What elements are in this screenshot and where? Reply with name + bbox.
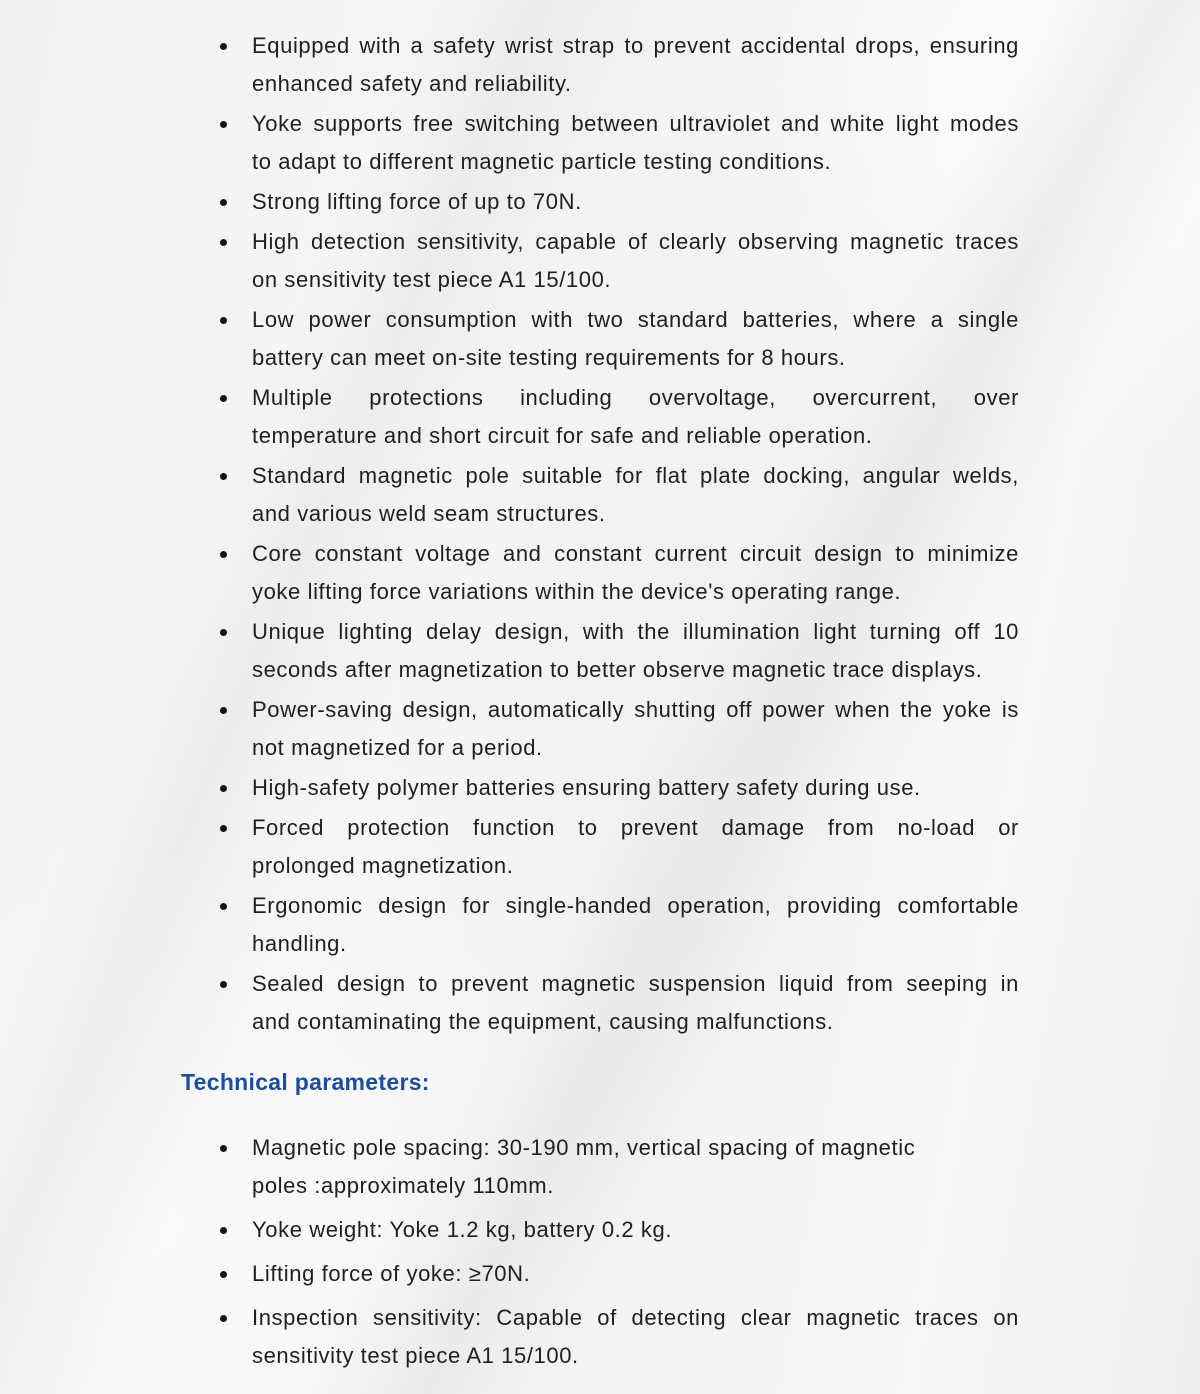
- bullet-icon: [220, 121, 227, 128]
- feature-line: yoke lifting force variations within the device's operating range.: [252, 579, 902, 604]
- bullet-icon: [220, 473, 227, 480]
- feature-line: Strong lifting force of up to 70N.: [252, 189, 582, 214]
- bullet-icon: [220, 785, 227, 792]
- bullet-icon: [220, 1227, 227, 1234]
- feature-line: Forced protection function to prevent damage from no-load or: [252, 815, 1019, 840]
- technical-parameter-item: [252, 1299, 1019, 1375]
- bullet-icon: [220, 43, 227, 50]
- feature-line: prolonged magnetization.: [252, 853, 514, 878]
- feature-line: and contaminating the equipment, causing malfunctions.: [252, 1009, 834, 1034]
- bullet-icon: [220, 1271, 227, 1278]
- feature-line: and various weld seam structures.: [252, 501, 606, 526]
- feature-item: [252, 223, 1019, 299]
- bullet-icon: [220, 981, 227, 988]
- technical-parameter-item: [252, 1211, 1019, 1249]
- feature-item: [252, 535, 1019, 611]
- technical-parameters-heading: Technical parameters:: [181, 1069, 430, 1095]
- feature-list: [181, 27, 1019, 1041]
- feature-line: seconds after magnetization to better observe magnetic trace displays.: [252, 657, 983, 682]
- feature-item: [252, 27, 1019, 103]
- bullet-icon: [220, 551, 227, 558]
- feature-line: handling.: [252, 931, 347, 956]
- technical-parameter-line: Inspection sensitivity: Capable of detecting clear magnetic traces on: [252, 1305, 1019, 1330]
- bullet-icon: [220, 707, 227, 714]
- feature-item: [252, 965, 1019, 1041]
- bullet-icon: [220, 1315, 227, 1322]
- feature-line: Ergonomic design for single-handed operation, providing comfortable: [252, 893, 1019, 918]
- bullet-icon: [220, 239, 227, 246]
- feature-line: enhanced safety and reliability.: [252, 71, 572, 96]
- feature-line: Yoke supports free switching between ultraviolet and white light modes: [252, 111, 1019, 136]
- feature-item: [252, 887, 1019, 963]
- feature-line: temperature and short circuit for safe and reliable operation.: [252, 423, 873, 448]
- bullet-icon: [220, 395, 227, 402]
- bullet-icon: [220, 629, 227, 636]
- feature-item: [252, 769, 1019, 807]
- technical-parameter-line: Magnetic pole spacing: 30-190 mm, vertical spacing of magnetic: [252, 1135, 916, 1160]
- feature-line: High-safety polymer batteries ensuring battery safety during use.: [252, 775, 921, 800]
- bullet-icon: [220, 903, 227, 910]
- technical-parameters-list: [181, 1129, 1019, 1375]
- feature-line: Multiple protections including overvoltage, overcurrent, over: [252, 385, 1019, 410]
- feature-item: [252, 809, 1019, 885]
- feature-item: [252, 105, 1019, 181]
- feature-line: Core constant voltage and constant current circuit design to minimize: [252, 541, 1019, 566]
- feature-item: [252, 379, 1019, 455]
- bullet-icon: [220, 199, 227, 206]
- feature-line: Unique lighting delay design, with the illumination light turning off 10: [252, 619, 1019, 644]
- technical-parameter-item: [252, 1129, 1019, 1205]
- feature-line: Equipped with a safety wrist strap to prevent accidental drops, ensuring: [252, 33, 1019, 58]
- feature-item: [252, 613, 1019, 689]
- feature-item: [252, 457, 1019, 533]
- feature-item: [252, 691, 1019, 767]
- feature-line: on sensitivity test piece A1 15/100.: [252, 267, 612, 292]
- technical-parameter-line: Lifting force of yoke: ≥70N.: [252, 1261, 531, 1286]
- feature-line: Power-saving design, automatically shutting off power when the yoke is: [252, 697, 1019, 722]
- feature-item: [252, 301, 1019, 377]
- technical-parameter-item: [252, 1255, 1019, 1293]
- bullet-icon: [220, 825, 227, 832]
- page-content: [181, 27, 1019, 1381]
- technical-parameter-line: sensitivity test piece A1 15/100.: [252, 1343, 579, 1368]
- feature-line: to adapt to different magnetic particle testing conditions.: [252, 149, 832, 174]
- feature-line: battery can meet on-site testing requirements for 8 hours.: [252, 345, 846, 370]
- feature-line: Standard magnetic pole suitable for flat plate docking, angular welds,: [252, 463, 1019, 488]
- technical-parameter-line: Yoke weight: Yoke 1.2 kg, battery 0.2 kg.: [252, 1217, 673, 1242]
- feature-line: Sealed design to prevent magnetic suspension liquid from seeping in: [252, 971, 1019, 996]
- feature-line: not magnetized for a period.: [252, 735, 543, 760]
- feature-line: High detection sensitivity, capable of clearly observing magnetic traces: [252, 229, 1019, 254]
- bullet-icon: [220, 1145, 227, 1152]
- feature-line: Low power consumption with two standard batteries, where a single: [252, 307, 1019, 332]
- technical-parameter-line: poles :approximately 110mm.: [252, 1173, 554, 1198]
- bullet-icon: [220, 317, 227, 324]
- feature-item: [252, 183, 1019, 221]
